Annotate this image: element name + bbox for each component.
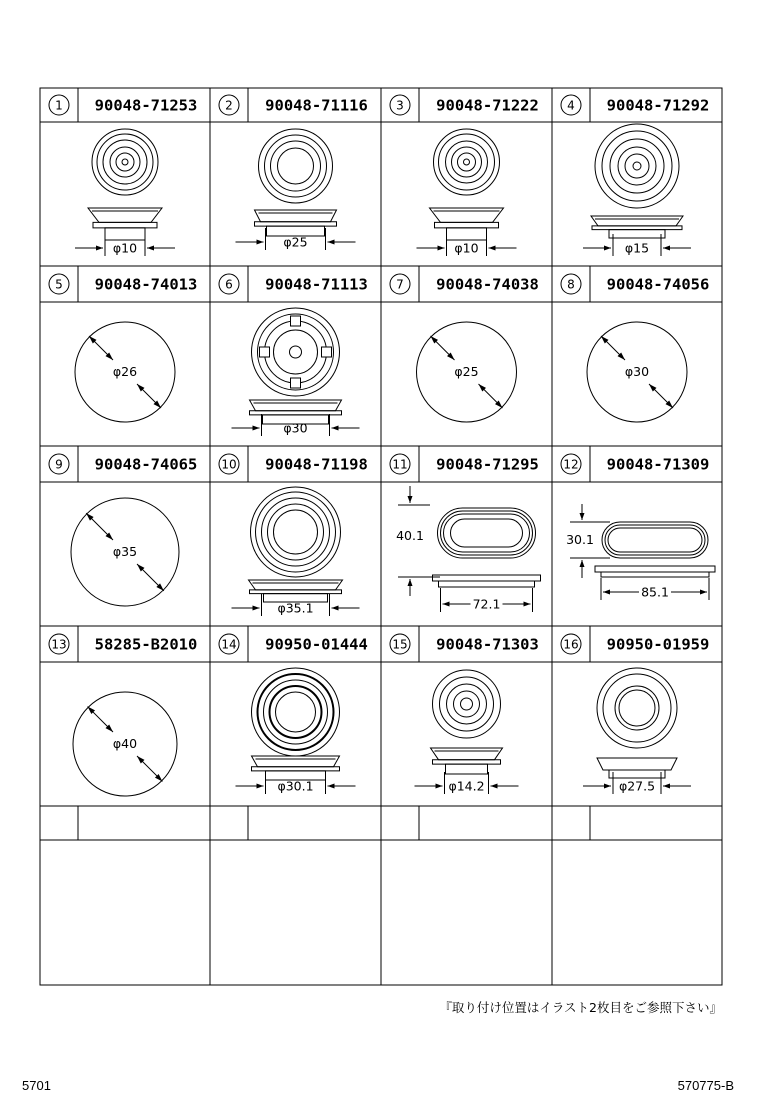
flange [255,210,337,222]
grommet-profile [249,580,343,602]
arrow-head [700,590,707,595]
arrow-head [436,784,443,789]
neck [105,228,145,240]
part-number: 90048-74065 [94,455,198,474]
locking-tab [322,347,332,357]
arrow-head [257,240,264,245]
part-drawing-10 [232,487,360,616]
part-drawing-13 [73,692,177,796]
grommet-ring [603,674,671,742]
dimension-label: φ35 [112,544,138,559]
neck [609,770,665,778]
part-header-1 [49,88,197,122]
grommet-profile [431,748,503,774]
grommet-profile [591,216,683,238]
arrow-head [332,426,339,431]
dimension-label: φ40 [112,736,138,751]
part-number: 90048-71303 [436,635,539,654]
grommet-ring [270,686,322,738]
index-number: 5 [55,277,63,292]
dimension-label: φ10 [112,240,138,256]
grommet-ring [439,134,495,190]
flange-base [252,767,340,771]
grommet-ring [262,498,330,566]
installation-note: 『取り付け位置はイラスト2枚目をご参照下さい』 [439,1000,722,1015]
grommet-profile [88,208,162,240]
grommet-ring [97,134,153,190]
part-number: 90048-71198 [265,455,368,474]
arrow-head [147,246,154,251]
dimension-label: φ14.2 [448,778,485,794]
part-drawing-14 [236,668,356,794]
grommet-ring [625,154,649,178]
arrow-head [96,246,103,251]
arrow-head [663,246,670,251]
grommet-ring [602,131,672,201]
part-drawing-4 [583,124,691,256]
page-code-left: 5701 [22,1078,51,1093]
grommet-ring [433,670,501,738]
arrow-head [408,579,413,586]
part-drawing-1 [75,129,175,256]
grommet-ring [618,147,656,185]
grommet-ring [619,690,655,726]
grommet-ring [274,330,318,374]
neck [609,230,665,238]
part-header-9 [49,446,197,482]
part-number: 90048-71113 [265,275,368,294]
locking-tab [291,378,301,388]
grommet-ring [278,148,314,184]
grommet-ring [92,129,158,195]
index-number: 16 [563,637,579,652]
grommet-ring [434,129,500,195]
page-code-right: 570775-B [677,1078,734,1093]
arrow-head [604,784,611,789]
part-drawing-8 [587,322,687,422]
part-drawing-6 [232,308,360,436]
arrow-head [489,246,496,251]
index-number: 9 [55,457,63,472]
flange [249,580,343,590]
grommet-ring [122,159,128,165]
dimension-label: φ30 [624,364,650,379]
grommet-ring [116,153,134,171]
part-header-5 [49,266,197,302]
part-header-8 [561,266,709,302]
grommet-ring [447,684,487,724]
part-number: 90048-71292 [606,96,710,115]
oval-ring [441,511,533,555]
dimension-label: φ27.5 [618,778,656,794]
index-number: 15 [392,637,408,652]
dimension-label: φ35.1 [277,600,314,616]
arrow-head [253,606,260,611]
flange-base [435,222,499,227]
dimension-label: 30.1 [566,532,594,547]
part-drawing-7 [417,322,517,422]
oval-ring [438,508,536,558]
grommet-ring [633,162,641,170]
part-header-7 [390,266,539,302]
flange-base [250,590,342,594]
flange [431,748,503,760]
part-header-13 [49,626,197,662]
arrow-head [328,240,335,245]
neck [601,572,709,577]
grommet-ring [268,504,324,560]
index-number: 7 [396,277,404,292]
part-header-15 [390,626,539,662]
part-number: 58285-B2010 [94,635,198,654]
index-number: 14 [221,637,237,652]
flange [250,400,342,411]
arrow-head [580,560,585,567]
flange-base [93,222,157,227]
arrow-head [524,602,531,607]
grommet-ring [461,698,473,710]
dimension-label: φ25 [454,364,479,379]
grommet-ring [615,686,659,730]
grommet-ring [597,668,677,748]
part-number: 90048-74038 [436,275,539,294]
part-drawing-12 [566,504,715,600]
grommet-ring [464,159,470,165]
grommet-ring [251,487,341,577]
dimension-label: φ26 [112,364,138,379]
part-header-16 [561,626,709,662]
arrow-head [603,590,610,595]
neck [447,228,487,240]
index-number: 1 [55,98,63,113]
part-drawing-16 [583,668,691,794]
part-drawing-11 [396,486,540,612]
part-header-3 [390,88,539,122]
oval-ring [608,528,702,552]
grommet-ring [276,692,316,732]
arrow-head [438,246,445,251]
flange [597,758,677,770]
grommet-profile [252,756,340,780]
flange [88,208,162,222]
arrow-head [328,784,335,789]
index-number: 10 [221,457,237,472]
flange [430,208,504,222]
arrow-head [443,602,450,607]
arrow-head [604,246,611,251]
grommet-ring [259,129,333,203]
grommet-ring [595,124,679,208]
arrow-head [253,426,260,431]
oval-ring [444,514,530,552]
part-number: 90048-71295 [436,455,539,474]
flange-base [255,222,337,226]
part-number: 90048-71309 [606,455,710,474]
index-number: 4 [567,98,575,113]
dimension-label: 40.1 [396,528,424,543]
locking-tab [260,347,270,357]
dimension-label: 85.1 [641,584,669,600]
arrow-head [491,784,498,789]
part-drawing-2 [236,129,356,250]
oval-ring [605,525,705,555]
arrow-head [663,784,670,789]
part-header-12 [561,446,709,482]
part-number: 90950-01959 [606,635,710,654]
arrow-head [580,513,585,520]
flange [591,216,683,226]
grommet-ring [452,147,482,177]
flange [433,575,541,581]
grommet-ring [454,691,480,717]
locking-tab [291,316,301,326]
part-number: 90048-74056 [606,275,710,294]
dimension-label: φ25 [283,234,308,250]
grommet-profile [430,208,504,240]
oval-ring [602,522,708,558]
part-drawing-15 [415,670,519,794]
part-number: 90048-71253 [94,96,198,115]
flange-base [592,226,682,230]
part-drawing-3 [417,129,517,256]
arrow-head [332,606,339,611]
dimension-label: φ10 [454,240,479,256]
flange [252,756,340,767]
part-number: 90048-71222 [436,96,539,115]
dimension-label: φ30 [283,420,308,436]
part-header-11 [390,446,539,482]
flange-base [433,760,501,764]
index-number: 6 [225,277,233,292]
part-drawing-5 [75,322,175,422]
part-header-2 [219,88,368,122]
oval-ring [451,519,523,547]
grommet-ring [252,668,340,756]
grommet-ring [265,135,327,197]
index-number: 2 [225,98,233,113]
part-drawing-9 [71,498,179,606]
part-header-14 [219,626,368,662]
flange-base [250,411,342,415]
part-header-10 [219,446,368,482]
arrow-head [257,784,264,789]
part-number: 90950-01444 [265,635,368,654]
index-number: 11 [392,457,408,472]
flange [595,566,715,572]
neck [446,764,488,774]
dimension-label: φ15 [624,240,650,256]
arrow-head [408,496,413,503]
grommet-ring [440,677,494,731]
grommet-ring [290,346,302,358]
index-number: 3 [396,98,404,113]
index-number: 13 [51,637,67,652]
index-number: 8 [567,277,575,292]
part-number: 90048-71116 [265,96,368,115]
part-number: 90048-74013 [94,275,198,294]
part-header-6 [219,266,368,302]
dimension-label: φ30.1 [277,778,314,794]
neck [439,581,535,587]
part-header-4 [561,88,709,122]
index-number: 12 [563,457,579,472]
grommet-ring [264,680,328,744]
grommet-profile [255,210,337,236]
grommet-ring [274,510,318,554]
dimension-label: 72.1 [472,596,501,612]
grommet-ring [110,147,140,177]
grommet-ring [458,153,476,171]
